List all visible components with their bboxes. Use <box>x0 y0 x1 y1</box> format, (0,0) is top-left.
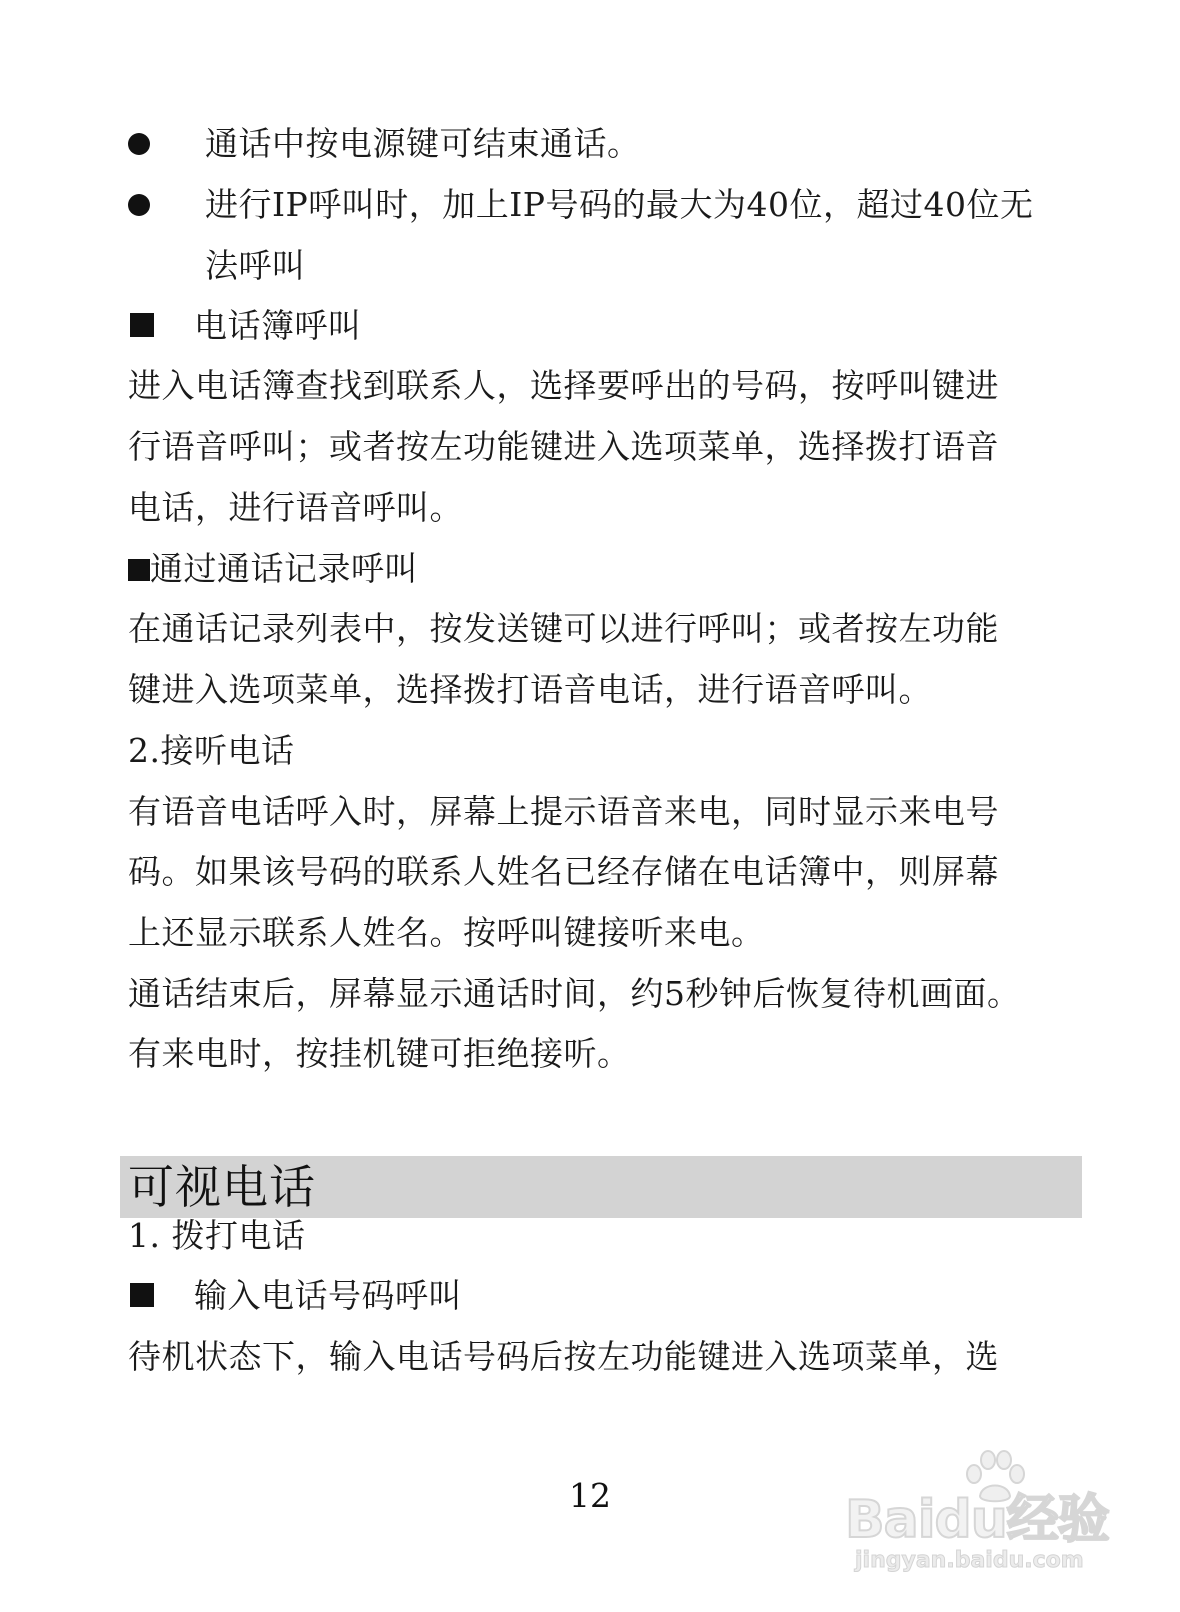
section-title-bar <box>120 1156 1082 1218</box>
answer-paragraph-line: 有来电时，按挂机键可拒绝接听。 <box>128 1034 631 1073</box>
phonebook-paragraph-line: 进入电话簿查找到联系人，选择要呼出的号码，按呼叫键进 <box>128 366 999 405</box>
answer-paragraph-line: 通话结束后，屏幕显示通话时间，约5秒钟后恢复待机画面。 <box>128 974 1021 1013</box>
bullet-dot-icon <box>128 133 150 155</box>
page-number: 12 <box>569 1476 611 1515</box>
phonebook-paragraph-line: 电话，进行语音呼叫。 <box>128 488 463 527</box>
answer-heading: 2.接听电话 <box>128 731 295 770</box>
answer-paragraph-line: 码。如果该号码的联系人姓名已经存储在电话簿中，则屏幕 <box>128 852 999 891</box>
bullet-text: 进行IP呼叫时，加上IP号码的最大为40位，超过40位无 <box>205 185 1034 224</box>
watermark-url: jingyan.baidu.com <box>855 1548 1084 1573</box>
phonebook-paragraph-line: 行语音呼叫；或者按左功能键进入选项菜单，选择拨打语音 <box>128 427 999 466</box>
square-bullet-icon <box>128 559 150 581</box>
baidu-watermark <box>845 1448 1125 1578</box>
bullet-text: 通话中按电源键可结束通话。 <box>205 124 641 163</box>
call-log-heading <box>128 549 1080 589</box>
section-item-heading: 输入电话号码呼叫 <box>194 1276 462 1315</box>
call-log-heading-text: 通过通话记录呼叫 <box>150 549 418 588</box>
answer-paragraph-line: 有语音电话呼入时，屏幕上提示语音来电，同时显示来电号 <box>128 792 999 831</box>
bullet-dot-icon <box>128 194 150 216</box>
call-log-paragraph-line: 键进入选项菜单，选择拨打语音电话，进行语音呼叫。 <box>128 670 932 709</box>
call-log-paragraph-line: 在通话记录列表中，按发送键可以进行呼叫；或者按左功能 <box>128 609 999 648</box>
square-bullet-icon <box>130 1283 154 1307</box>
section-paragraph-line: 待机状态下，输入电话号码后按左功能键进入选项菜单，选 <box>128 1337 999 1376</box>
bullet-text-continued: 法呼叫 <box>205 246 306 285</box>
watermark-brand: Baidu经验 <box>845 1490 1109 1550</box>
phonebook-heading: 电话簿呼叫 <box>194 306 362 345</box>
section-subheading: 1. 拨打电话 <box>128 1216 306 1255</box>
square-bullet-icon <box>130 313 154 337</box>
section-title: 可视电话 <box>128 1160 316 1214</box>
answer-paragraph-line: 上还显示联系人姓名。按呼叫键接听来电。 <box>128 913 765 952</box>
